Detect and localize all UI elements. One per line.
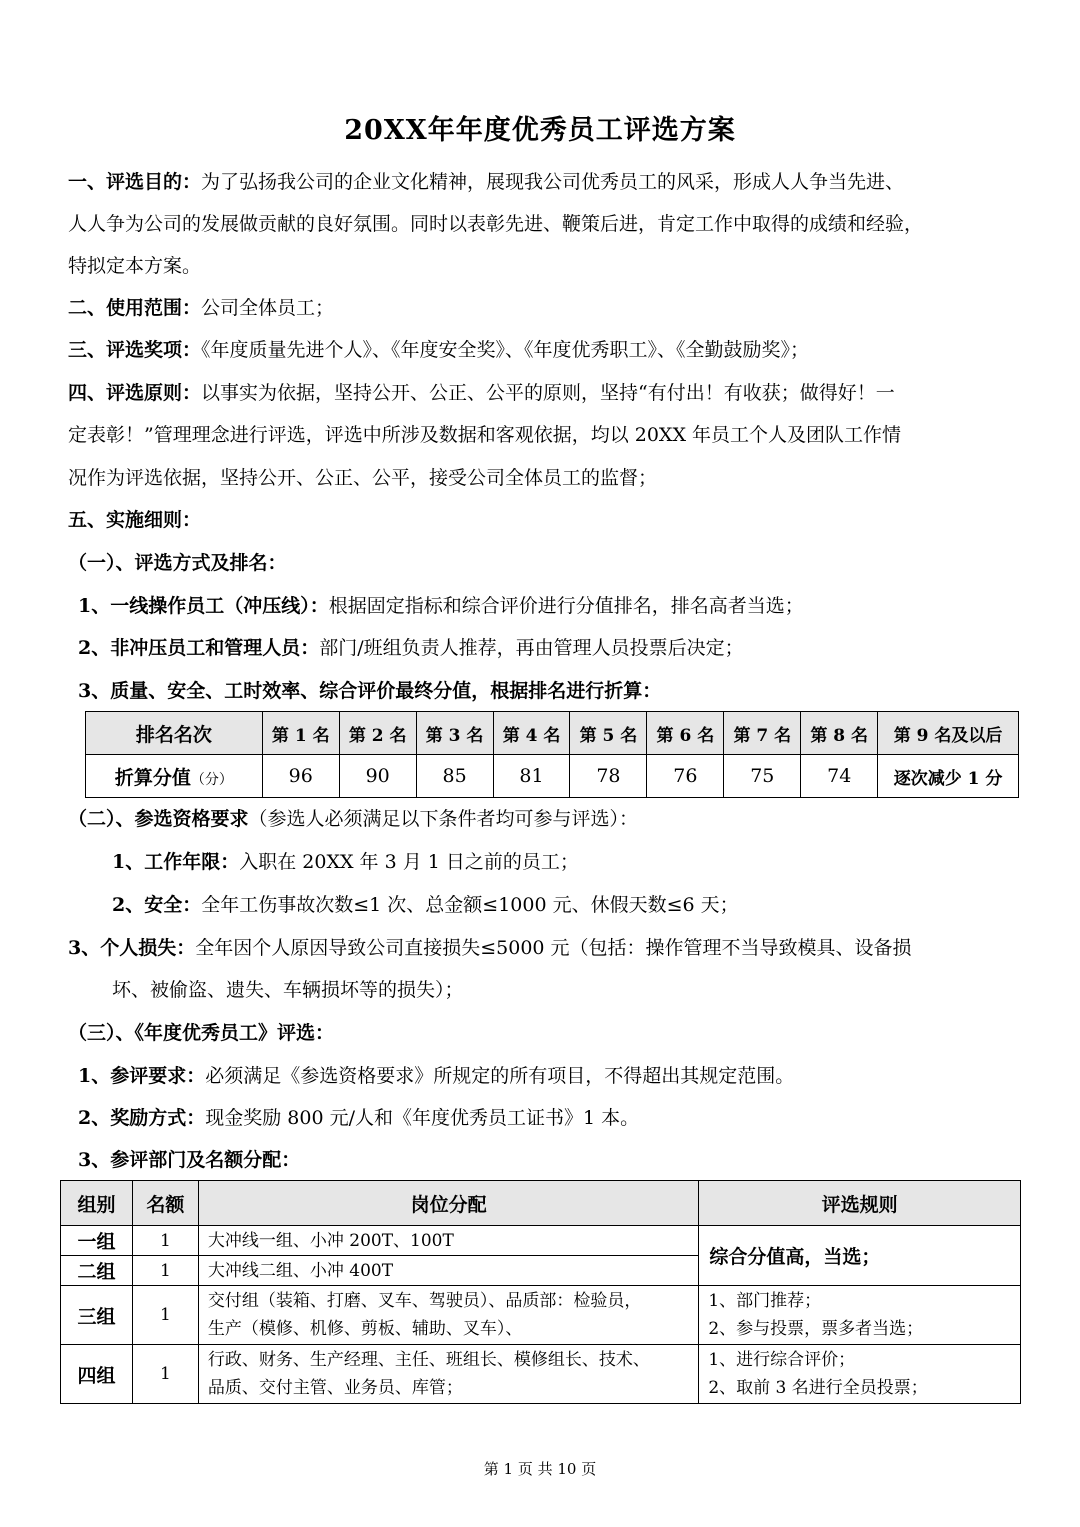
p1-item-2-text: 部门/班组负责人推荐，再由管理人员投票后决定； [319, 637, 744, 659]
s1-line-3: 特拟定本方案。 [68, 255, 202, 277]
rank-cell: 第 7 名 [724, 712, 801, 755]
s3-text: 《年度质量先进个人》、《年度安全奖》、《年度优秀职工》、《全勤鼓励奖》； [201, 339, 810, 361]
p1-item-1 [78, 592, 804, 620]
s1-line-1 [68, 168, 904, 196]
rank-cell: 第 9 名及以后 [878, 712, 1019, 755]
p2-item-3-text-1: 全年因个人原因导致公司直接损失≤5000 元（包括：操作管理不当导致模具、设备损 [195, 937, 912, 959]
s2-line [68, 294, 334, 322]
p2-item-2-head: 2、安全： [112, 894, 202, 916]
rank-cell: 第 3 名 [416, 712, 493, 755]
score-cell: 96 [262, 755, 339, 798]
s3-line [68, 336, 809, 364]
quota-rule-merged-cell: 综合分值高，当选； [699, 1226, 1021, 1286]
p1-item-2-head: 2、非冲压员工和管理人员： [78, 637, 320, 659]
p2-item-1 [112, 848, 579, 876]
score-cell: 78 [570, 755, 647, 798]
p3-item-1 [78, 1062, 794, 1090]
rank-cell: 第 4 名 [493, 712, 570, 755]
quota-header-posts: 岗位分配 [198, 1181, 698, 1226]
page-title: 20XX年年度优秀员工评选方案 [344, 115, 736, 146]
rank-cell: 第 6 名 [647, 712, 724, 755]
quota-header-row [61, 1181, 1021, 1226]
p2-heading-note: （参选人必须满足以下条件者均可参与评选）： [248, 808, 639, 830]
quota-group-cell: 四组 [61, 1345, 133, 1404]
p3-item-2-head: 2、奖励方式： [78, 1107, 206, 1129]
s4-text-1: 以事实为依据，坚持公开、公正、公平的原则，坚持“有付出！有收获；做得好！一 [201, 382, 895, 404]
score-cell: 90 [339, 755, 416, 798]
p1-heading: （一）、评选方式及排名： [68, 552, 287, 574]
ranking-row-score [86, 755, 1019, 798]
p3-item-1-text: 必须满足《参选资格要求》所规定的所有项目，不得超出其规定范围。 [205, 1065, 795, 1087]
quota-count-cell: 1 [132, 1256, 198, 1286]
quota-row-1 [61, 1226, 1021, 1256]
s1-line-2: 人人争为公司的发展做贡献的良好氛围。同时以表彰先进、鞭策后进，肯定工作中取得的成绩和经验， [68, 213, 924, 235]
s4-line-3: 况作为评选依据，坚持公开、公正、公平，接受公司全体员工的监督； [68, 467, 658, 489]
p2-item-1-head: 1、工作年限： [112, 851, 240, 873]
s2-heading: 二、使用范围： [68, 297, 202, 319]
score-label: 折算分值 [114, 766, 191, 789]
quota-count-cell: 1 [132, 1226, 198, 1256]
s4-heading: 四、评选原则： [68, 382, 202, 404]
score-cell: 75 [724, 755, 801, 798]
p3-heading: （三）、《年度优秀员工》评选： [68, 1022, 335, 1044]
s1-text-1: 为了弘扬我公司的企业文化精神，展现我公司优秀员工的风采，形成人人争当先进、 [201, 171, 905, 193]
p1-item-2 [78, 634, 744, 662]
quota-row-3 [61, 1286, 1021, 1345]
rank-cell: 第 2 名 [339, 712, 416, 755]
p2-item-3-head: 3、个人损失： [68, 937, 196, 959]
quota-group-cell: 二组 [61, 1256, 133, 1286]
score-label-cell [86, 755, 263, 798]
quota-posts-cell: 大冲线二组、小冲 400T [198, 1256, 698, 1286]
p3-item-2-text: 现金奖励 800 元/人和《年度优秀员工证书》1 本。 [205, 1107, 640, 1129]
quota-rule-line: 1、进行综合评价； [708, 1350, 856, 1370]
quota-rule-line: 1、部门推荐； [708, 1291, 822, 1311]
s5-heading: 五、实施细则： [68, 509, 202, 531]
p2-heading: （二）、参选资格要求 [68, 808, 249, 830]
quota-posts-line: 交付组（装箱、打磨、叉车、驾驶员）、品质部：检验员， [207, 1291, 642, 1311]
p1-item-3: 3、质量、安全、工时效率、综合评价最终分值，根据排名进行折算： [78, 680, 662, 702]
score-cell: 81 [493, 755, 570, 798]
s3-heading: 三、评选奖项： [68, 339, 202, 361]
quota-header-group: 组别 [61, 1181, 133, 1226]
quota-count-cell: 1 [132, 1345, 198, 1404]
score-cell: 逐次减少 1 分 [878, 755, 1019, 798]
p2-item-3 [68, 934, 912, 962]
rank-cell: 第 1 名 [262, 712, 339, 755]
p3-item-3: 3、参评部门及名额分配： [78, 1149, 301, 1171]
quota-posts-cell [198, 1345, 698, 1404]
page-footer: 第 1 页 共 10 页 [483, 1460, 597, 1478]
s2-text: 公司全体员工； [201, 297, 335, 319]
p1-item-1-head: 1、一线操作员工（冲压线）： [78, 595, 329, 617]
quota-posts-line: 生产（模修、机修、剪板、辅助、叉车）、 [207, 1319, 523, 1339]
rank-label-cell: 排名名次 [86, 712, 263, 755]
ranking-table [85, 711, 1019, 798]
quota-rule-line: 2、取前 3 名进行全员投票； [708, 1378, 928, 1398]
quota-posts-line: 行政、财务、生产经理、主任、班组长、模修组长、技术、 [207, 1350, 650, 1370]
p1-item-1-text: 根据固定指标和综合评价进行分值排名，排名高者当选； [328, 595, 804, 617]
quota-group-cell: 三组 [61, 1286, 133, 1345]
quota-count-cell: 1 [132, 1286, 198, 1345]
quota-rules-cell [699, 1345, 1021, 1404]
score-unit: （分） [190, 771, 233, 788]
quota-header-count: 名额 [132, 1181, 198, 1226]
score-cell: 74 [801, 755, 878, 798]
quota-rule-line: 2、参与投票，票多者当选； [708, 1319, 924, 1339]
s4-line-1 [68, 379, 895, 407]
p2-item-1-text: 入职在 20XX 年 3 月 1 日之前的员工； [239, 851, 579, 873]
quota-posts-line: 品质、交付主管、业务员、库管； [207, 1378, 463, 1398]
rank-cell: 第 5 名 [570, 712, 647, 755]
quota-posts-cell [198, 1286, 698, 1345]
p2-heading-line [68, 805, 638, 833]
quota-group-cell: 一组 [61, 1226, 133, 1256]
quota-header-rules: 评选规则 [699, 1181, 1021, 1226]
score-cell: 76 [647, 755, 724, 798]
s4-line-2: 定表彰！”管理理念进行评选，评选中所涉及数据和客观依据，均以 20XX 年员工个人及团队工作情 [68, 424, 902, 446]
score-cell: 85 [416, 755, 493, 798]
rank-cell: 第 8 名 [801, 712, 878, 755]
quota-row-4 [61, 1345, 1021, 1404]
p2-item-2-text: 全年工伤事故次数≤1 次、总金额≤1000 元、休假天数≤6 天； [201, 894, 739, 916]
quota-rules-cell [699, 1286, 1021, 1345]
s1-heading: 一、评选目的： [68, 171, 202, 193]
ranking-row-rank [86, 712, 1019, 755]
p2-item-3-cont: 坏、被偷盗、遗失、车辆损坏等的损失）； [112, 979, 464, 1001]
quota-table [60, 1180, 1021, 1404]
quota-posts-cell: 大冲线一组、小冲 200T、100T [198, 1226, 698, 1256]
p2-item-2 [112, 891, 739, 919]
p3-item-2 [78, 1104, 639, 1132]
p3-item-1-head: 1、参评要求： [78, 1065, 206, 1087]
